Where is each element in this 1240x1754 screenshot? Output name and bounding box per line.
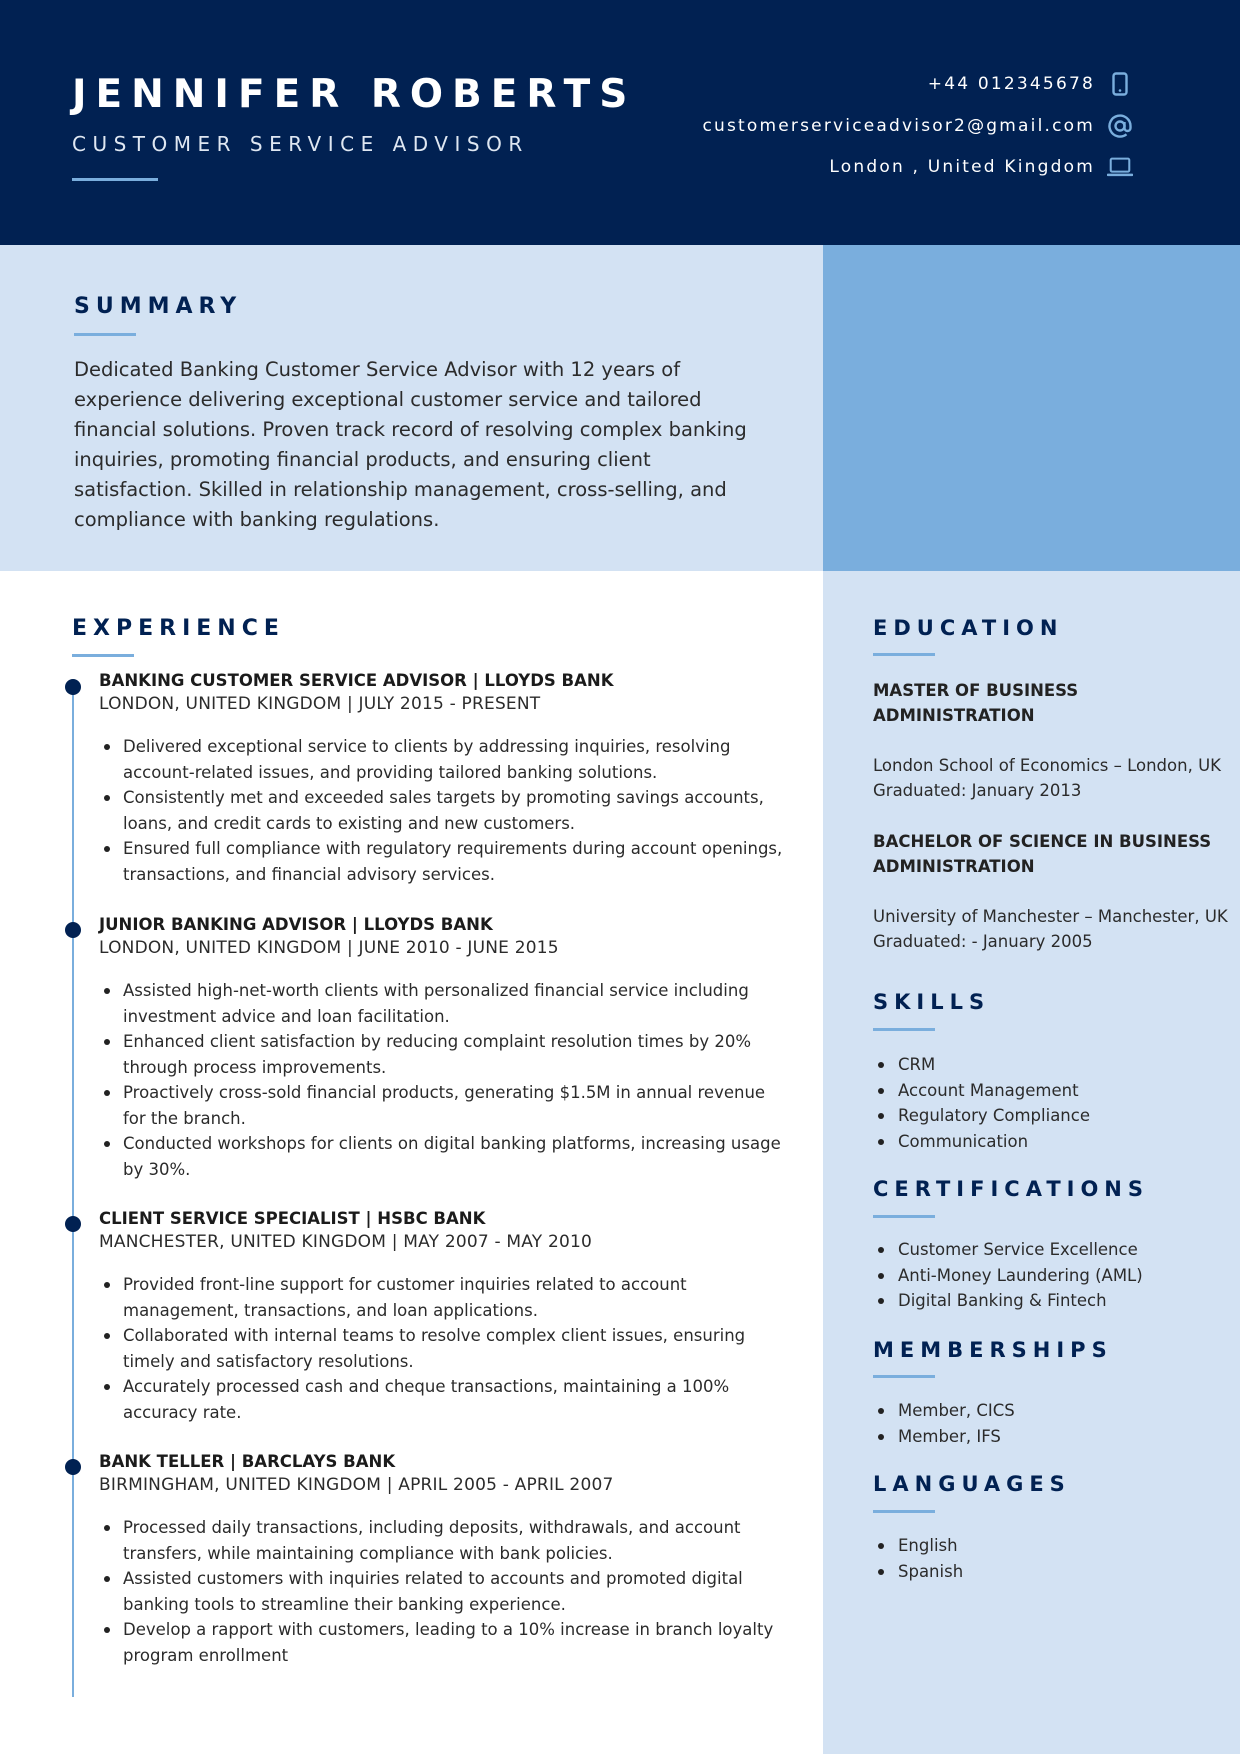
memberships-heading: MEMBERSHIPS [873, 1338, 1113, 1362]
list-item: CRM [873, 1052, 1090, 1078]
languages-divider [873, 1510, 935, 1513]
phone-text: +44 012345678 [927, 74, 1095, 94]
job-title: CLIENT SERVICE SPECIALIST | HSBC BANK [99, 1209, 486, 1228]
laptop-icon [1107, 154, 1133, 180]
job-title: BANKING CUSTOMER SERVICE ADVISOR | LLOYDS BANK [99, 671, 614, 690]
summary-divider [74, 333, 136, 336]
job-bullets [99, 1515, 789, 1668]
list-item: Spanish [873, 1559, 963, 1585]
memberships-divider [873, 1375, 935, 1378]
header-divider [72, 178, 158, 181]
timeline-dot [65, 922, 81, 938]
certifications-divider [873, 1215, 935, 1218]
list-item: Conducted workshops for clients on digital banking platforms, increasing usage by 30%. [99, 1131, 789, 1182]
list-item: Proactively cross-sold financial products, generating $1.5M in annual revenue for the branch. [99, 1080, 789, 1131]
list-item: Enhanced client satisfaction by reducing complaint resolution times by 20% through process improvements. [99, 1029, 789, 1080]
timeline-dot [65, 1216, 81, 1232]
summary-text: Dedicated Banking Customer Service Advisor with 12 years of experience delivering exceptional customer service and tailored financial solutions. Proven track record of resolving complex banking inquiries, promoting financial products, and ensuring client satisfaction. Skilled in relationship management, cross-selling, and compliance with banking regulations. [74, 358, 747, 531]
education-graduated: Graduated: - January 2005 [873, 932, 1093, 951]
education-degree: MASTER OF BUSINESS ADMINISTRATION [873, 681, 1079, 725]
education-heading: EDUCATION [873, 616, 1064, 640]
contact-phone [928, 71, 1133, 97]
education-divider [873, 653, 935, 656]
education-degree: BACHELOR OF SCIENCE IN BUSINESS ADMINISTRATION [873, 832, 1212, 876]
summary-heading: SUMMARY [74, 294, 243, 319]
list-item: Ensured full compliance with regulatory requirements during account openings, transactions, and financial advisory services. [99, 836, 789, 887]
timeline-dot [65, 679, 81, 695]
summary-side-panel [823, 245, 1240, 571]
list-item: Consistently met and exceeded sales targets by promoting savings accounts, loans, and credit cards to existing and new customers. [99, 785, 789, 836]
phone-icon [1107, 71, 1133, 97]
certifications-list [873, 1237, 1143, 1314]
education-graduated: Graduated: January 2013 [873, 781, 1082, 800]
timeline-dot [65, 1459, 81, 1475]
list-item: English [873, 1533, 963, 1559]
skills-heading: SKILLS [873, 990, 991, 1014]
list-item: Delivered exceptional service to clients by addressing inquiries, resolving account-related issues, and providing tailored banking solutions. [99, 734, 789, 785]
contact-location [829, 154, 1133, 180]
list-item: Anti-Money Laundering (AML) [873, 1263, 1143, 1289]
at-icon [1107, 113, 1133, 139]
job-meta: BIRMINGHAM, UNITED KINGDOM | APRIL 2005 - APRIL 2007 [99, 1475, 614, 1495]
experience-divider [72, 654, 134, 657]
list-item: Member, CICS [873, 1398, 1015, 1424]
job-title: JUNIOR BANKING ADVISOR | LLOYDS BANK [99, 915, 493, 934]
list-item: Develop a rapport with customers, leading to a 10% increase in branch loyalty program enrollment [99, 1617, 789, 1668]
memberships-list [873, 1398, 1015, 1449]
list-item: Customer Service Excellence [873, 1237, 1143, 1263]
candidate-name: JENNIFER ROBERTS [72, 72, 637, 117]
job-bullets [99, 734, 789, 887]
list-item: Assisted customers with inquiries related to accounts and promoted digital banking tools to streamline their banking experience. [99, 1566, 789, 1617]
skills-list [873, 1052, 1090, 1154]
list-item: Processed daily transactions, including deposits, withdrawals, and account transfers, while maintaining compliance with bank policies. [99, 1515, 789, 1566]
list-item: Digital Banking & Fintech [873, 1288, 1143, 1314]
experience-timeline [72, 683, 74, 1697]
job-meta: LONDON, UNITED KINGDOM | JULY 2015 - PRESENT [99, 694, 541, 714]
job-meta: MANCHESTER, UNITED KINGDOM | MAY 2007 - MAY 2010 [99, 1232, 593, 1252]
list-item: Member, IFS [873, 1424, 1015, 1450]
job-bullets [99, 1272, 789, 1425]
location-text: London , United Kingdom [829, 157, 1095, 177]
list-item: Account Management [873, 1078, 1090, 1104]
email-text: customerserviceadvisor2@gmail.com [702, 116, 1095, 136]
list-item: Regulatory Compliance [873, 1103, 1090, 1129]
job-meta: LONDON, UNITED KINGDOM | JUNE 2010 - JUNE 2015 [99, 938, 559, 958]
list-item: Accurately processed cash and cheque transactions, maintaining a 100% accuracy rate. [99, 1374, 789, 1425]
experience-heading: EXPERIENCE [72, 616, 285, 641]
job-bullets [99, 978, 789, 1182]
list-item: Communication [873, 1129, 1090, 1155]
education-school: University of Manchester – Manchester, UK [873, 907, 1228, 926]
list-item: Collaborated with internal teams to resolve complex client issues, ensuring timely and satisfactory resolutions. [99, 1323, 789, 1374]
certifications-heading: CERTIFICATIONS [873, 1177, 1150, 1201]
contact-email [702, 113, 1133, 139]
header [0, 0, 1240, 245]
candidate-role: CUSTOMER SERVICE ADVISOR [72, 132, 529, 156]
list-item: Assisted high-net-worth clients with personalized financial service including investment advice and loan facilitation. [99, 978, 789, 1029]
languages-heading: LANGUAGES [873, 1472, 1071, 1496]
skills-divider [873, 1028, 935, 1031]
languages-list [873, 1533, 963, 1584]
list-item: Provided front-line support for customer inquiries related to account management, transactions, and loan applications. [99, 1272, 789, 1323]
job-title: BANK TELLER | BARCLAYS BANK [99, 1452, 396, 1471]
education-school: London School of Economics – London, UK [873, 756, 1221, 775]
